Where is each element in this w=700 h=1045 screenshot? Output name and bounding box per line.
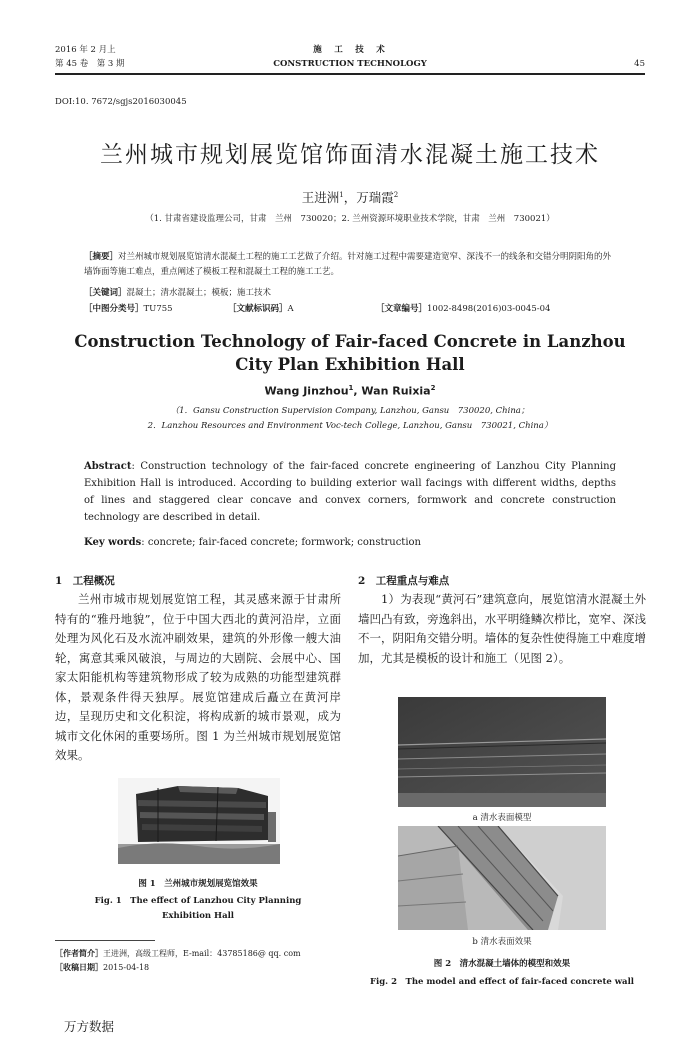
authors-cn [0, 188, 700, 206]
figure2-caption-cn: 图 2 清水混凝土墙体的模型和效果 [433, 959, 571, 969]
author-en-2-affil: 2 [430, 384, 436, 392]
author-en-1: Wang Jinzhou [264, 384, 349, 398]
title-cn: 兰州城市规划展览馆饰面清水混凝土施工技术 [100, 142, 600, 168]
abstract-en-label: Abstract [84, 461, 132, 472]
article-number-label: ［文章编号］ [376, 304, 428, 314]
header-rule [55, 73, 645, 75]
watermark: 万方数据 [64, 1019, 115, 1034]
keywords-cn-label: ［关键词］ [84, 288, 127, 298]
author-cn-1: 王进洲 [301, 190, 340, 205]
received-date [55, 961, 149, 974]
clc-value: TU755 [143, 304, 173, 314]
issue-date: 2016 年 2 月上 [55, 45, 116, 55]
issue-volume: 第 45 卷 第 3 期 [55, 59, 125, 69]
abstract-en [84, 458, 616, 526]
figure1-caption-en-line1: Fig. 1 The effect of Lanzhou City Planning [94, 896, 302, 906]
figure1-caption-cn: 图 1 兰州城市规划展览馆效果 [138, 879, 258, 889]
section1-body: 兰州市城市规划展览馆工程，其灵感来源于甘肃所特有的“雅丹地貌”，位于中国大西北的黄河沿岸，立面处理为风化石及水流冲刷效果，建筑的外形像一艘大油轮，寓意其乘风破浪，与周边的大剧院、会展中心、国家太阳能机构等建筑物形成了较为成熟的功能型建筑群体，景观条件得天独厚。展览馆建成后矗立在黄河岸边，呈现历史和文化积淀，将构成新的城市景观，成为城市文化休闲的重要场所。图 1 为兰州城市规划展览馆效果。 [55, 592, 341, 762]
author-en-1-affil: 1 [348, 384, 354, 392]
figure2a-image [398, 697, 606, 807]
doc-code-value: A [287, 304, 294, 314]
doc-code-label: ［文献标识码］ [228, 304, 288, 314]
section2-heading: 2 工程重点与难点 [358, 575, 450, 587]
doi: DOI:10. 7672/sgjs2016030045 [55, 97, 187, 107]
keywords-en [84, 534, 616, 551]
authors-en [0, 384, 700, 398]
author-note [55, 947, 301, 960]
clc-label: ［中图分类号］ [84, 304, 144, 314]
keywords-cn-text: 混凝土；清水混凝土；模板；施工技术 [126, 288, 272, 298]
keywords-en-label: Key words [84, 537, 142, 548]
page-number: 45 [634, 59, 645, 69]
journal-name-cn: 施 工 技 术 [313, 45, 387, 55]
figure2a-caption: a 清水表面模型 [472, 813, 532, 823]
author-en-2: Wan Ruixia [361, 384, 431, 398]
section2-body: 1）为表现“黄河石”建筑意向，展览馆清水混凝土外墙凹凸有致，旁逸斜出，水平明缝鳞次栉比，宽窄、深浅不一，阴阳角交错分明。墙体的复杂性使得施工中难度增加，尤其是模板的设计和施工（见图 2）。 [358, 592, 646, 665]
author-cn-separator: ， [343, 190, 357, 205]
affiliation-en-line1: （1．Gansu Construction Supervision Company, Lanzhou, Gansu 730020, China； [170, 406, 530, 416]
keywords-en-text: : concrete; fair-faced concrete; formwork; construction [141, 537, 421, 548]
title-en-line2: City Plan Exhibition Hall [235, 355, 465, 374]
received-date-value: 2015-04-18 [103, 963, 150, 972]
figure1-image [118, 778, 280, 864]
author-note-text: 王进洲，高级工程师，E-mail：43785186@ qq. com [103, 949, 301, 958]
abstract-cn [84, 250, 616, 280]
abstract-en-text: : Construction technology of the fair-faced concrete engineering of Lanzhou City Planning Exhibition Hall is introduced. According to building exterior wall facings with different widths, depths of lines and staggered clear concave and convex corners, formwork and concrete construction technology are described in detail. [84, 461, 616, 523]
figure2b-image [398, 826, 606, 930]
abstract-cn-text: 对兰州城市规划展览馆清水混凝土工程的施工工艺做了介绍。针对施工过程中需要建造宽窄、深浅不一的线条和交错分明阴阳角的外墙饰面等施工难点，重点阐述了模板工程和混凝土工程的施工工艺。 [84, 252, 612, 277]
figure2b-caption: b 清水表面效果 [472, 937, 532, 947]
author-note-label: ［作者简介］ [55, 948, 103, 958]
affiliation-en-line2: 2．Lanzhou Resources and Environment Voc-tech College, Lanzhou, Gansu 730021, China） [147, 421, 553, 431]
journal-name-en: CONSTRUCTION TECHNOLOGY [273, 59, 427, 69]
figure2-caption-en: Fig. 2 The model and effect of fair-faced concrete wall [369, 977, 635, 987]
figure1-caption-en-line2: Exhibition Hall [161, 911, 235, 921]
received-date-label: ［收稿日期］ [55, 962, 103, 972]
author-cn-2-affil: 2 [393, 190, 399, 199]
title-en-line1: Construction Technology of Fair-faced Concrete in Lanzhou [74, 332, 626, 351]
abstract-cn-label: ［摘要］ [84, 252, 119, 262]
author-cn-1-affil: 1 [339, 190, 344, 199]
doc-code [228, 302, 294, 317]
section1-heading: 1 工程概况 [55, 575, 115, 587]
article-number [376, 302, 550, 317]
footnote-rule [55, 940, 155, 941]
affiliation-cn: （1. 甘肃省建设监理公司，甘肃 兰州 730020；2. 兰州资源环境职业技术学院，甘肃 兰州 730021） [145, 214, 555, 224]
author-en-separator: , [353, 384, 362, 398]
keywords-cn [84, 286, 616, 301]
article-number-value: 1002-8498(2016)03-0045-04 [427, 304, 551, 314]
author-cn-2: 万瑞霞 [356, 190, 394, 205]
